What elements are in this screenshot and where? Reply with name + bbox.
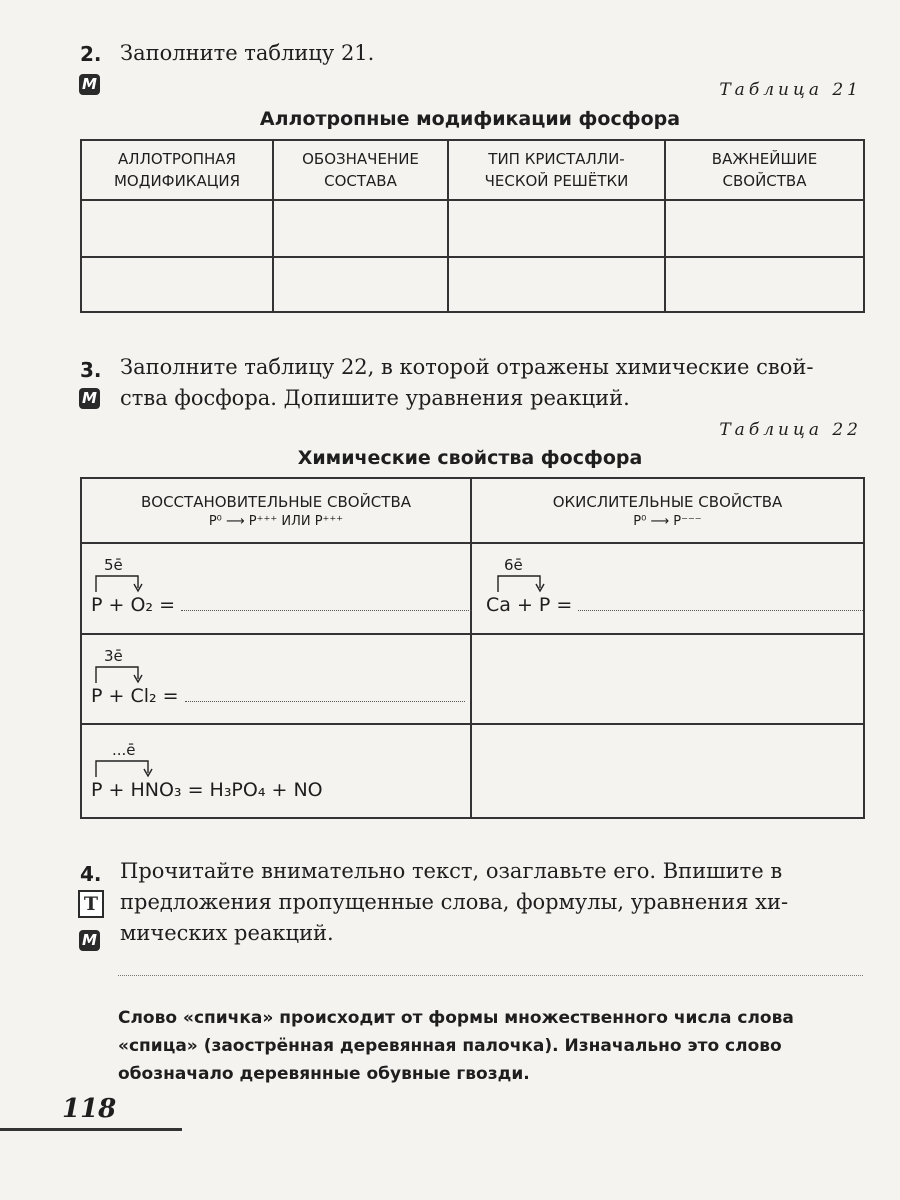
table-22-label: Таблица 22 — [719, 420, 862, 440]
page-number: 118 — [62, 1094, 117, 1124]
table-cell[interactable] — [81, 200, 273, 257]
title-answer-line[interactable] — [118, 973, 863, 976]
paragraph-line: «спица» (заострённая деревянная палочка). Изначально это слово — [118, 1036, 782, 1056]
table-row — [81, 200, 864, 257]
paragraph-line: обозначало деревянные обувные гвозди. — [118, 1064, 530, 1084]
task-3-text-line: ства фосфора. Допишите уравнения реакций. — [120, 386, 630, 410]
table-row — [81, 543, 864, 634]
table-cell[interactable] — [273, 200, 448, 257]
reaction-equation — [91, 594, 471, 616]
table-cell[interactable] — [471, 724, 864, 818]
electron-transfer-arrow-icon — [90, 572, 150, 594]
table-cell[interactable] — [448, 257, 665, 312]
answer-line[interactable] — [185, 687, 465, 702]
table-cell[interactable] — [81, 724, 471, 818]
table-22-title: Химические свойства фосфора — [297, 447, 643, 469]
task-4-text-line: предложения пропущенные слова, формулы, уравнения хи- — [120, 890, 789, 914]
table-21 — [80, 139, 865, 313]
table-cell[interactable] — [471, 543, 864, 634]
task-3-number: 3. — [80, 358, 102, 382]
table-22-header-reducing — [81, 478, 471, 543]
table-cell[interactable] — [81, 543, 471, 634]
table-21-header-properties — [665, 140, 864, 200]
answer-line[interactable] — [181, 596, 471, 611]
table-21-header-text: ОБОЗНАЧЕНИЕ СОСТАВА — [302, 150, 419, 190]
table-22 — [80, 477, 865, 819]
table-21-header-text: АЛЛОТРОПНАЯ МОДИФИКАЦИЯ — [113, 150, 241, 190]
table-cell[interactable] — [665, 257, 864, 312]
task-2-number: 2. — [80, 42, 102, 66]
reducing-oxidation-scheme: P⁰ ⟶ P⁺⁺⁺ ИЛИ P⁺⁺⁺ — [208, 513, 344, 529]
table-21-header-text: ВАЖНЕЙШИЕ СВОЙСТВА — [711, 150, 818, 190]
m-icon: М — [79, 388, 100, 409]
electron-transfer-arrow-icon — [90, 757, 162, 779]
table-cell[interactable] — [665, 200, 864, 257]
table-21-label: Таблица 21 — [719, 80, 862, 100]
reading-paragraph — [118, 1004, 868, 1088]
reaction-equation — [91, 685, 465, 707]
electron-count-label: 3ē — [104, 647, 123, 665]
task-4-number: 4. — [80, 862, 102, 886]
table-row — [81, 724, 864, 818]
oxidizing-oxidation-scheme: P⁰ ⟶ P⁻⁻⁻ — [633, 513, 702, 529]
m-icon: М — [79, 74, 100, 95]
task-4-text — [120, 856, 865, 949]
electron-transfer-arrow-icon — [90, 663, 150, 685]
table-row — [81, 634, 864, 724]
task-3-text — [120, 352, 865, 414]
electron-transfer-arrow-icon — [494, 572, 554, 594]
paragraph-line: Слово «спичка» происходит от формы множественного числа слова — [118, 1008, 794, 1028]
reaction-equation-text: Ca + P = — [486, 594, 573, 616]
page-number-underline — [0, 1128, 182, 1131]
table-21-title: Аллотропные модификации фосфора — [259, 108, 681, 130]
table-cell[interactable] — [81, 634, 471, 724]
oxidizing-properties-header: ОКИСЛИТЕЛЬНЫЕ СВОЙСТВА — [552, 492, 783, 511]
table-row — [81, 257, 864, 312]
reaction-equation: P + HNO₃ = H₃PO₄ + NO — [91, 779, 323, 801]
table-21-header-composition — [273, 140, 448, 200]
electron-count-label: ...ē — [112, 741, 136, 759]
reaction-equation — [486, 594, 863, 616]
table-21-header-text: ТИП КРИСТАЛЛИ-ЧЕСКОЙ РЕШЁТКИ — [484, 150, 629, 190]
task-2-text: Заполните таблицу 21. — [120, 41, 375, 65]
task-4-text-line: Прочитайте внимательно текст, озаглавьте его. Впишите в — [120, 859, 783, 883]
answer-line[interactable] — [578, 596, 863, 611]
reaction-equation-text: P + O₂ = — [91, 594, 175, 616]
task-4-text-line: мических реакций. — [120, 921, 334, 945]
table-21-header-modification — [81, 140, 273, 200]
reducing-properties-header: ВОССТАНОВИТЕЛЬНЫЕ СВОЙСТВА — [140, 492, 411, 511]
electron-count-label: 5ē — [104, 556, 123, 574]
task-3-text-line: Заполните таблицу 22, в которой отражены химические свой- — [120, 355, 814, 379]
table-21-header-lattice — [448, 140, 665, 200]
t-icon: Т — [78, 890, 104, 918]
reaction-equation-text: P + Cl₂ = — [91, 685, 179, 707]
table-cell[interactable] — [448, 200, 665, 257]
electron-count-label: 6ē — [504, 556, 523, 574]
table-cell[interactable] — [273, 257, 448, 312]
table-cell[interactable] — [81, 257, 273, 312]
m-icon: М — [79, 930, 100, 951]
table-cell[interactable] — [471, 634, 864, 724]
table-22-header-oxidizing — [471, 478, 864, 543]
